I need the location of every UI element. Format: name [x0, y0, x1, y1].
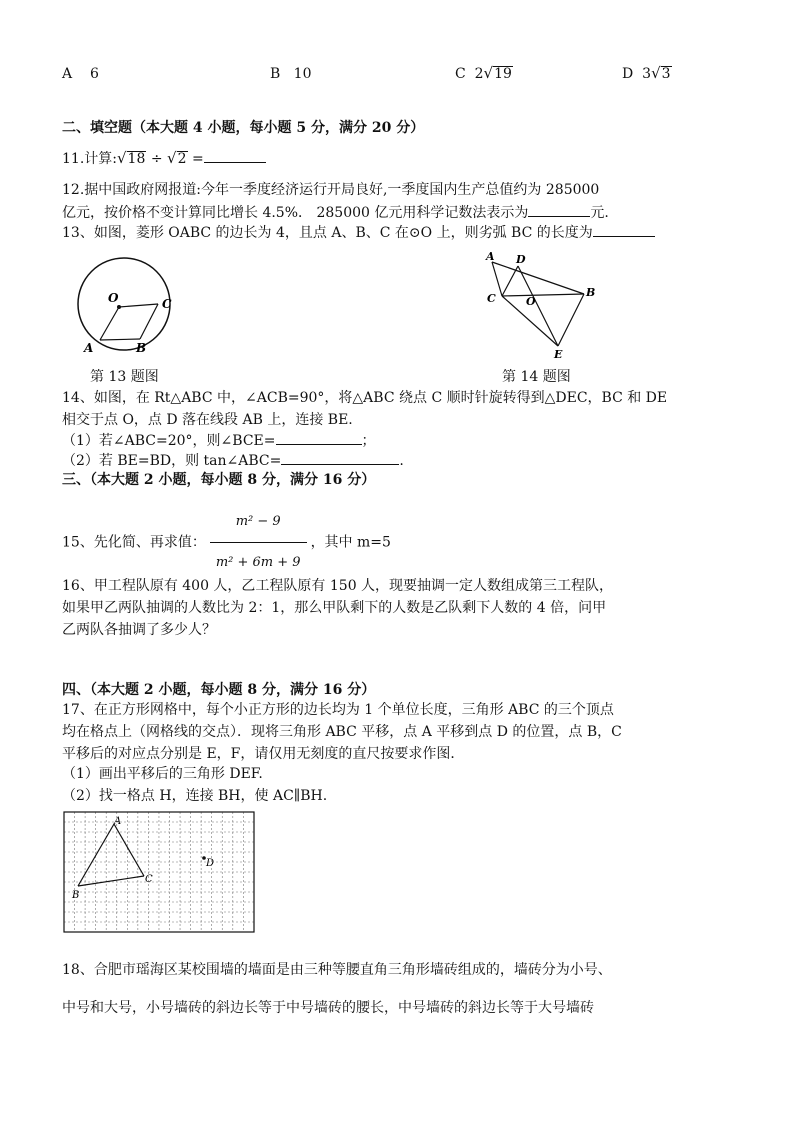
- label-a: A: [84, 341, 94, 355]
- q12-line1: 12.据中国政府网报道:今年一季度经济运行开局良好,一季度国内生产总值约为 285000: [62, 182, 600, 198]
- grid-figure: [62, 810, 258, 940]
- q16-line1: 16、甲工程队原有 400 人，乙工程队原有 150 人，现要抽调一定人数组成第三工程队，: [62, 578, 614, 594]
- q17-line1: 17、在正方形网格中，每个小正方形的边长均为 1 个单位长度，三角形 ABC 的三个顶点: [62, 702, 614, 718]
- fraction: $\frac{\text{m² − 9}}{\text{m² + 6m + 9}}$: [210, 502, 307, 583]
- label-o: O: [526, 295, 536, 308]
- figure-14-caption: 第 14 题图: [502, 369, 571, 385]
- q17-part2: （2）找一格点 H，连接 BH，使 AC∥BH.: [62, 788, 328, 804]
- q14-line2: 相交于点 O，点 D 落在线段 AB 上，连接 BE.: [62, 412, 353, 428]
- q14-line1: 14、如图，在 Rt△ABC 中，∠ACB=90°，将△ABC 绕点 C 顺时针旋转得到△DEC，BC 和 DE: [62, 390, 668, 406]
- answer-blank[interactable]: [528, 202, 590, 217]
- label-c: C: [145, 874, 153, 885]
- q14-part1: （1）若∠ABC=20°，则∠BCE= ；: [62, 430, 376, 451]
- q11: 11.计算:√18 ÷ √2 =: [62, 148, 266, 169]
- choice-c: C 2√19: [455, 64, 512, 82]
- choice-a: A 6: [62, 66, 99, 82]
- figure-14: [484, 250, 604, 360]
- label-d: D: [516, 253, 526, 266]
- section2-heading: 二、填空题（本大题 4 小题，每小题 5 分，满分 20 分）: [62, 120, 425, 136]
- label-c: C: [162, 297, 172, 311]
- answer-blank[interactable]: [593, 222, 655, 237]
- q17-line3: 平移后的对应点分别是 E，F，请仅用无刻度的直尺按要求作图．: [62, 746, 465, 762]
- answer-blank[interactable]: [281, 450, 399, 465]
- label-b: B: [136, 341, 147, 355]
- label-a: A: [114, 816, 122, 827]
- label-o: O: [108, 291, 119, 305]
- q16-line3: 乙两队各抽调了多少人？: [62, 622, 216, 638]
- label-e: E: [554, 348, 563, 360]
- section3-heading: 三、（本大题 2 小题，每小题 8 分，满分 16 分）: [62, 472, 376, 488]
- choice-d: D 3√3: [622, 64, 671, 82]
- label-d: D: [206, 858, 215, 869]
- figure-13-caption: 第 13 题图: [90, 369, 159, 385]
- q15: 15、先化简、再求值： $\frac{\text{m² − 9}}{\text{m² + 6m + 9}}$ ，其中 m=5: [62, 502, 391, 583]
- section4-heading: 四、（本大题 2 小题，每小题 8 分，满分 16 分）: [62, 682, 376, 698]
- q17-part1: （1）画出平移后的三角形 DEF.: [62, 766, 263, 782]
- q14-part2: （2）若 BE=BD，则 tan∠ABC= .: [62, 450, 404, 471]
- label-c: C: [487, 292, 496, 305]
- q13: 13、如图，菱形 OABC 的边长为 4，且点 A、B、C 在⊙O 上，则劣弧 BC 的长度为: [62, 222, 655, 243]
- q17-line2: 均在格点上（网格线的交点）．现将三角形 ABC 平移，点 A 平移到点 D 的位置，点 B，C: [62, 724, 622, 740]
- figure-13: [64, 252, 184, 362]
- answer-blank[interactable]: [276, 430, 362, 445]
- label-a: A: [486, 250, 495, 263]
- q12-line2: 亿元，按价格不变计算同比增长 4.5%． 285000 亿元用科学记数法表示为 元.: [62, 202, 609, 223]
- answer-blank[interactable]: [204, 148, 266, 163]
- choice-b: B 10: [270, 66, 312, 82]
- q18-line1: 18、合肥市瑶海区某校围墙的墙面是由三种等腰直角三角形墙砖组成的，墙砖分为小号、: [62, 962, 612, 978]
- label-b: B: [586, 286, 596, 299]
- q16-line2: 如果甲乙两队抽调的人数比为 2：1，那么甲队剩下的人数是乙队剩下人数的 4 倍，问甲: [62, 600, 607, 616]
- label-b: B: [72, 890, 80, 901]
- grid-lines: [64, 812, 254, 932]
- q18-line2: 中号和大号，小号墙砖的斜边长等于中号墙砖的腰长，中号墙砖的斜边长等于大号墙砖: [62, 1000, 594, 1016]
